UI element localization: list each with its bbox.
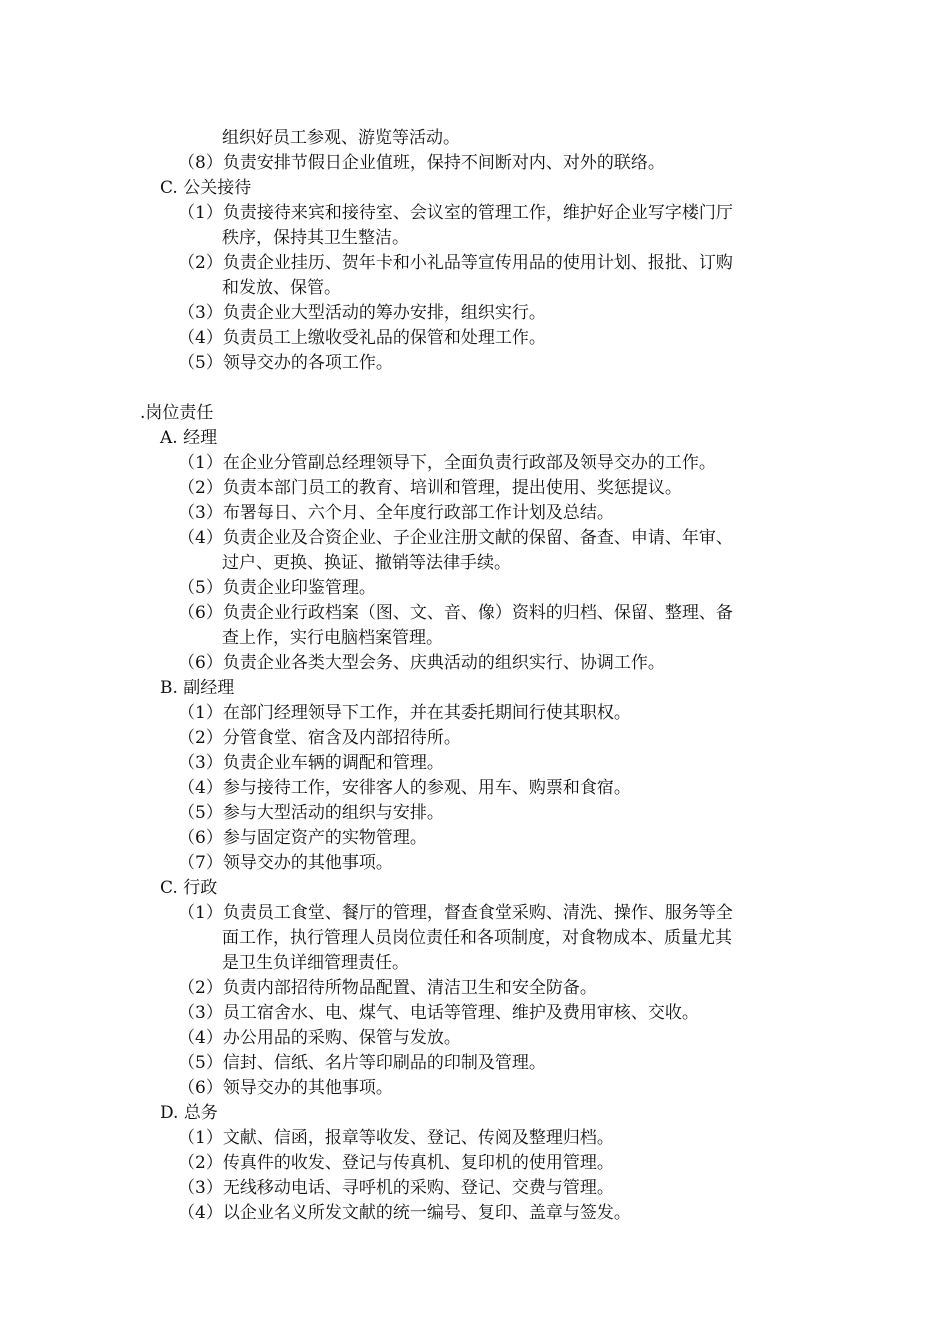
list-item: （3）布署每日、六个月、全年度行政部工作计划及总结。 — [178, 503, 614, 523]
list-item: （3）无线移动电话、寻呼机的采购、登记、交费与管理。 — [178, 1178, 614, 1198]
list-item: （2）负责内部招待所物品配置、清洁卫生和安全防备。 — [178, 978, 597, 998]
list-item: （4）负责员工上缴收受礼品的保管和处理工作。 — [178, 328, 546, 348]
section-title: D. 总务 — [160, 1103, 218, 1123]
list-item: （1）文献、信函，报章等收发、登记、传阅及整理归档。 — [178, 1128, 614, 1148]
list-item-continuation: 查上作，实行电脑档案管理。 — [222, 628, 443, 648]
list-item-continuation: 秩序，保持其卫生整洁。 — [222, 228, 409, 248]
list-item: （5）信封、信纸、名片等印刷品的印制及管理。 — [178, 1053, 546, 1073]
list-item: （1）负责接待来宾和接待室、会议室的管理工作，维护好企业写字楼门厅 — [178, 203, 733, 223]
list-item: （6）负责企业各类大型会务、庆典活动的组织实行、协调工作。 — [178, 653, 665, 673]
list-item: （5）参与大型活动的组织与安排。 — [178, 803, 444, 823]
section-title: B. 副经理 — [160, 678, 235, 698]
list-item: （4）参与接待工作，安徘客人的参观、用车、购票和食宿。 — [178, 778, 631, 798]
text-line: 组织好员工参观、游览等活动。 — [222, 128, 460, 148]
list-item: （6）领导交办的其他事项。 — [178, 1078, 393, 1098]
section-title: C. 公关接待 — [160, 178, 252, 198]
list-item: （3）负责企业车辆的调配和管理。 — [178, 753, 444, 773]
section-heading: .岗位责任 — [140, 403, 214, 423]
list-item: （6）参与固定资产的实物管理。 — [178, 828, 427, 848]
section-title: A. 经理 — [160, 428, 218, 448]
list-item: （7）领导交办的其他事项。 — [178, 853, 393, 873]
list-item: （4）以企业名义所发文献的统一编号、复印、盖章与签发。 — [178, 1203, 631, 1223]
list-item-continuation: 和发放、保管。 — [222, 278, 341, 298]
list-item: （3）负责企业大型活动的筹办安排，组织实行。 — [178, 303, 546, 323]
list-item: （4）办公用品的采购、保管与发放。 — [178, 1028, 461, 1048]
list-item: （5）领导交办的各项工作。 — [178, 353, 393, 373]
list-item: （2）传真件的收发、登记与传真机、复印机的使用管理。 — [178, 1153, 614, 1173]
list-item: （1）在部门经理领导下工作，并在其委托期间行使其职权。 — [178, 703, 631, 723]
list-item-continuation: 是卫生负详细管理责任。 — [222, 953, 409, 973]
list-item: （8）负责安排节假日企业值班，保持不间断对内、对外的联络。 — [178, 153, 665, 173]
list-item: （2）分管食堂、宿含及内部招待所。 — [178, 728, 461, 748]
list-item: （3）员工宿舍水、电、煤气、电话等管理、维护及费用审核、交收。 — [178, 1003, 699, 1023]
list-item: （2）负责本部门员工的教育、培训和管理，提出使用、奖惩提议。 — [178, 478, 682, 498]
list-item: （2）负责企业挂历、贺年卡和小礼品等宣传用品的使用计划、报批、订购 — [178, 253, 733, 273]
list-item: （1）在企业分管副总经理领导下，全面负责行政部及领导交办的工作。 — [178, 453, 716, 473]
list-item: （1）负责员工食堂、餐厅的管理，督查食堂采购、清洗、操作、服务等全 — [178, 903, 733, 923]
list-item: （6）负责企业行政档案（图、文、音、像）资料的归档、保留、整理、备 — [178, 603, 733, 623]
list-item: （5）负责企业印鉴管理。 — [178, 578, 376, 598]
section-title: C. 行政 — [160, 878, 218, 898]
list-item-continuation: 过户、更换、换证、撤销等法律手续。 — [222, 553, 511, 573]
list-item-continuation: 面工作，执行管理人员岗位责任和各项制度，对食物成本、质量尤其 — [222, 928, 732, 948]
list-item: （4）负责企业及合资企业、子企业注册文献的保留、备查、申请、年审、 — [178, 528, 733, 548]
